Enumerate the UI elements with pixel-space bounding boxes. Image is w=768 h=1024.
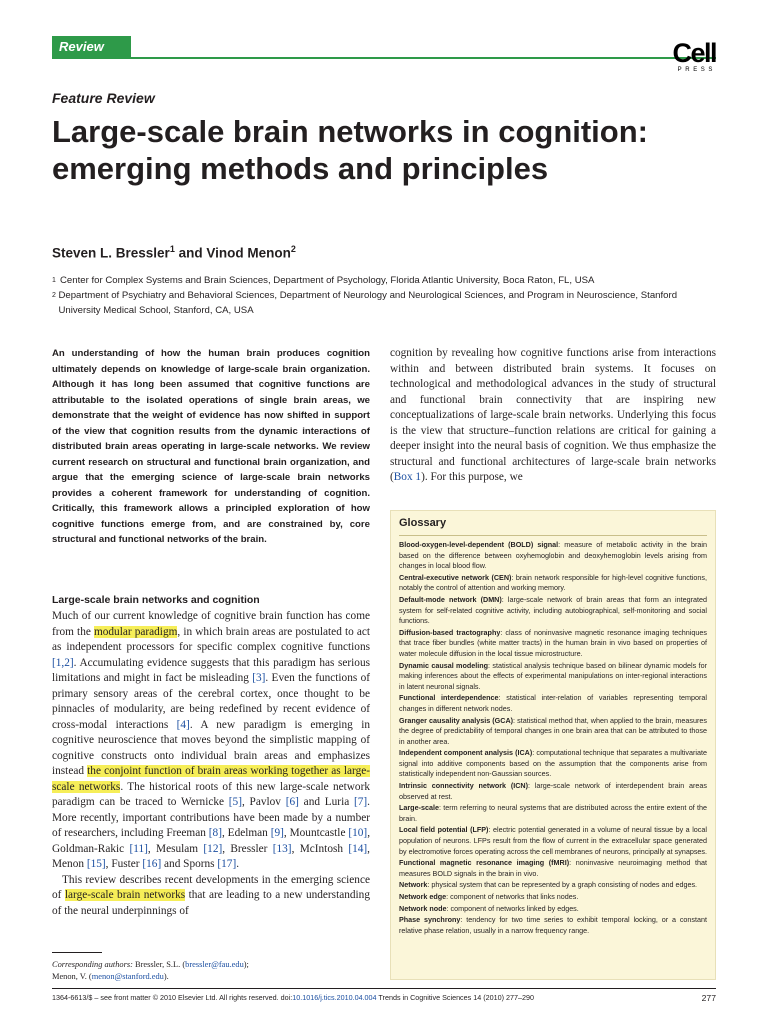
citation-link[interactable]: [17] [217, 858, 237, 870]
article-type: Feature Review [52, 90, 155, 106]
glossary-definition: : term referring to neural systems that are distributed across the entire extent of the brain. [399, 803, 707, 823]
citation-link[interactable]: [1,2] [52, 656, 74, 669]
glossary-definition: : large-scale network of brain areas that form an integrated system for self-related cognitive activity, including autobiographical, self-monitoring and social functions. [399, 594, 707, 626]
abstract: An understanding of how the human brain produces cognition ultimately depends on knowledge of large-scale brain organization. Although it has long been assumed that cognitive functions are attributable to the isolated operations of single brain areas, we demonstrate that the weight of evidence has now shifted in support of the view that cognition results from the dynamic interactions of distributed brain areas operating in large-scale networks. We review current research on structural and functional brain organization, and argue that the emerging science of large-scale brain networks provides a coherent framework for understanding of cognition. Critically, this framework allows a principled exploration of how cognitive functions emerge from, and are constrained by, core structural and functional networks of the brain. [52, 348, 370, 545]
glossary-term: Network [399, 880, 428, 890]
author-line [52, 244, 296, 261]
glossary-definition: : physical system that can be represented by a graph consisting of nodes and edges. [427, 880, 698, 890]
glossary-definition: : noninvasive neuroimaging method that measures BOLD signals in the brain in vivo. [399, 858, 707, 878]
glossary-term: Local field potential (LFP) [399, 825, 489, 835]
glossary-entry [399, 892, 707, 903]
affiliation-marker: 1 [169, 244, 175, 254]
glossary-term: Functional interdependence [399, 693, 499, 703]
glossary-rule [399, 535, 707, 536]
doi-link[interactable]: 10.1016/j.tics.2010.04.004 [292, 993, 377, 1002]
section-tag: Review [52, 36, 131, 58]
glossary-term: Independent component analysis (ICA) [399, 748, 533, 758]
glossary-entry [399, 904, 707, 915]
glossary-definition: : component of networks that links nodes. [446, 892, 579, 901]
glossary-definition: : statistical analysis technique based on bilinear dynamic models for making inferences about the effects of experimental manipulations on inter-regional interactions in latent neuronal signals. [399, 660, 707, 691]
glossary-term: Central-executive network (CEN) [399, 572, 512, 582]
glossary-title: Glossary [399, 517, 447, 529]
author-conjunction: and [174, 245, 207, 261]
corresponding-authors-footnote: Corresponding authors: Bressler, S.L. (bressler@fau.edu); Menon, V. (menon@stanford.edu). [52, 960, 249, 981]
glossary-term: Phase synchrony [399, 915, 461, 925]
glossary-entry [399, 540, 707, 572]
affiliation-item [52, 288, 716, 318]
body-paragraph: cognition by revealing how cognitive functions arise from interactions within and between distributed brain systems. It focuses on technological and methodological advances in the study of structural and functional brain connectivity that are inspiring new conceptualizations of large-scale brain networks. Underlying this focus is the view that structure–function relations are critical for gaining a deeper insight into the neural basis of cognition. We thus emphasize the structural and functional architectures of large-scale brain networks (Box 1). For this purpose, we [390, 347, 716, 483]
highlight: large-scale brain networks [64, 889, 186, 901]
glossary-term: Blood-oxygen-level-dependent (BOLD) signal [399, 540, 559, 549]
highlight: the conjoint function of brain areas working together as large-scale networks [52, 765, 370, 793]
affiliation-number: 2 [52, 292, 56, 299]
affiliations [52, 273, 716, 318]
highlight: modular paradigm [93, 625, 178, 638]
glossary-entry [399, 748, 707, 780]
glossary-definition: : statistical inter-relation of variables representing temporal changes in different network nodes. [399, 693, 707, 713]
citation-link[interactable]: [4] [176, 718, 190, 731]
citation-link[interactable]: [9] [270, 827, 284, 839]
glossary-term: Diffusion-based tractography [399, 627, 501, 637]
citation-link[interactable]: [12] [203, 842, 223, 855]
citation-link[interactable]: [11] [129, 842, 148, 855]
body-column-left [52, 609, 370, 919]
citation-link[interactable]: [10] [348, 827, 368, 839]
page-number: 277 [701, 993, 716, 1003]
glossary-entry [399, 595, 707, 627]
body-column-right [390, 346, 716, 486]
footer-rule [52, 988, 716, 989]
publisher-logo-word: Cell [672, 38, 716, 68]
citation-link[interactable]: [13] [272, 842, 292, 855]
glossary-term: Default-mode network (DMN) [399, 594, 502, 604]
email-link[interactable]: bressler@fau.edu [185, 960, 244, 969]
citation-link[interactable]: [6] [285, 796, 299, 808]
glossary-entry [399, 858, 707, 879]
footer-journal: Trends in Cognitive Sciences 14 (2010) 277–290 [376, 993, 534, 1002]
affiliation-item [52, 273, 716, 288]
body-paragraph: Much of our current knowledge of cognitive brain function has come from the modular paradigm, in which brain areas are postulated to act as independent processors for specific complex cognitive functions [1,2]. Accumulating evidence suggests that this paradigm has serious limitations and might in fact be misleading [3]. Even the functions of primary sensory areas of the cerebral cortex, once thought to be pinnacles of modularity, are being redefined by recent evidence of cross-modal interactions [4]. A new paradigm is emerging in cognitive neuroscience that moves beyond the simplistic mapping of cognitive constructs onto individual brain areas and emphasizes instead the conjoint function of brain areas working together as large-scale networks. The historical roots of this new large-scale network paradigm can be traced to Wernicke [5], Pavlov [6] and Luria [7]. More recently, important contributions have been made by a number of researchers, including Freeman [8], Edelman [9], Mountcastle [10], Goldman-Rakic [11], Mesulam [12], Bressler [13], McIntosh [14], Menon [15], Fuster [16] and Sporns [17]. [52, 610, 371, 870]
glossary-definition: : component of networks linked by edges. [446, 903, 579, 913]
citation-link[interactable]: [3] [252, 672, 266, 684]
glossary-entry [399, 628, 707, 660]
glossary-term: Granger causality analysis (GCA) [399, 715, 514, 725]
glossary-entry [399, 880, 707, 891]
glossary-term: Large-scale [399, 803, 439, 813]
body-paragraph: This review describes recent developments in the emerging science of large-scale brain networks that are leading to a new understanding of the neural underpinnings of [52, 873, 370, 917]
glossary-entry [399, 803, 707, 824]
glossary-entry [399, 661, 707, 693]
footer-copyright: 1364-6613/$ – see front matter © 2010 Elsevier Ltd. All rights reserved. doi: [52, 993, 293, 1002]
email-link[interactable]: menon@stanford.edu [91, 972, 164, 981]
glossary-box [390, 510, 716, 980]
citation-link[interactable]: [5] [228, 796, 242, 808]
glossary-term: Functional magnetic resonance imaging (fMRI) [399, 858, 570, 868]
glossary-definition: : statistical method that, when applied to the brain, measures the degree of predictability of temporal changes in one brain area that can be attributed to those in another area. [399, 715, 707, 746]
glossary-entry [399, 825, 707, 857]
glossary-definition: : measure of metabolic activity in the brain based on the difference between oxyhemoglobin and deoxyhemoglobin levels arising from changes in local blood flow. [399, 540, 707, 571]
publisher-logo [672, 40, 716, 74]
glossary-definition: : brain network responsible for high-level cognitive functions, notably the control of attention and working memory. [399, 572, 708, 593]
glossary-definition: : large-scale network of interdependent brain areas observed at rest. [399, 781, 707, 801]
glossary-entry [399, 716, 707, 748]
glossary-definition: : computational technique that separates a multivariate signal into additive components based on the assumption that the components arise from statistically independent non-Gaussian sources. [399, 748, 708, 779]
affiliation-number: 1 [52, 277, 56, 284]
affiliation-marker: 2 [290, 244, 296, 254]
citation-link[interactable]: [15] [86, 858, 106, 870]
glossary-term: Intrinsic connectivity network (ICN) [399, 781, 528, 791]
citation-link[interactable]: [14] [348, 842, 368, 855]
citation-link[interactable]: [8] [208, 827, 222, 839]
publisher-logo-sub: PRESS [677, 67, 716, 73]
citation-link[interactable]: [16] [142, 858, 162, 870]
glossary-term: Network node [399, 903, 447, 913]
footnote-rule [52, 952, 102, 953]
glossary-term: Dynamic causal modeling [399, 660, 488, 670]
section-heading: Large-scale brain networks and cognition [52, 594, 260, 606]
glossary-entry [399, 915, 707, 936]
affiliation-text: Department of Psychiatry and Behavioral Sciences, Department of Neurology and Neurological Sciences, and Program in Neuroscience, Stanford University Medical School, Stanford, CA, USA [58, 290, 678, 316]
author-name: Steven L. Bressler [52, 245, 170, 261]
glossary-entry [399, 573, 707, 594]
page-footer [52, 993, 534, 1002]
author-name: Vinod Menon [206, 245, 291, 261]
glossary-definition: : electric potential generated in a volume of neural tissue by a local population of neurons. LFPs result from the flow of current in the extracellular space generated by electromotive forces operating across the cell membranes of neurons, principally at synapses. [399, 825, 708, 856]
box-link[interactable]: Box 1 [393, 471, 422, 483]
article-title: Large-scale brain networks in cognition: emerging methods and principles [52, 114, 648, 186]
glossary-definition: : class of noninvasive magnetic resonance imaging techniques that trace fiber bundles (white matter tracts) in the human brain in vivo based on properties of water molecule diffusion in the local tissue microstructure. [399, 627, 707, 658]
glossary-term: Network edge [399, 892, 447, 901]
footnote-label: Corresponding authors: [52, 960, 133, 969]
glossary-entry [399, 781, 707, 802]
glossary-entry [399, 693, 707, 714]
glossary-definition: : tendency for two time series to exhibit temporal locking, or a constant relative phase relation, usually in a narrow frequency range. [399, 915, 707, 935]
glossary-list [399, 540, 707, 936]
header-rule [52, 57, 716, 59]
citation-link[interactable]: [7] [353, 796, 368, 808]
affiliation-text: Center for Complex Systems and Brain Sciences, Department of Psychology, Florida Atlantic University, Boca Raton, FL, USA [60, 275, 595, 286]
